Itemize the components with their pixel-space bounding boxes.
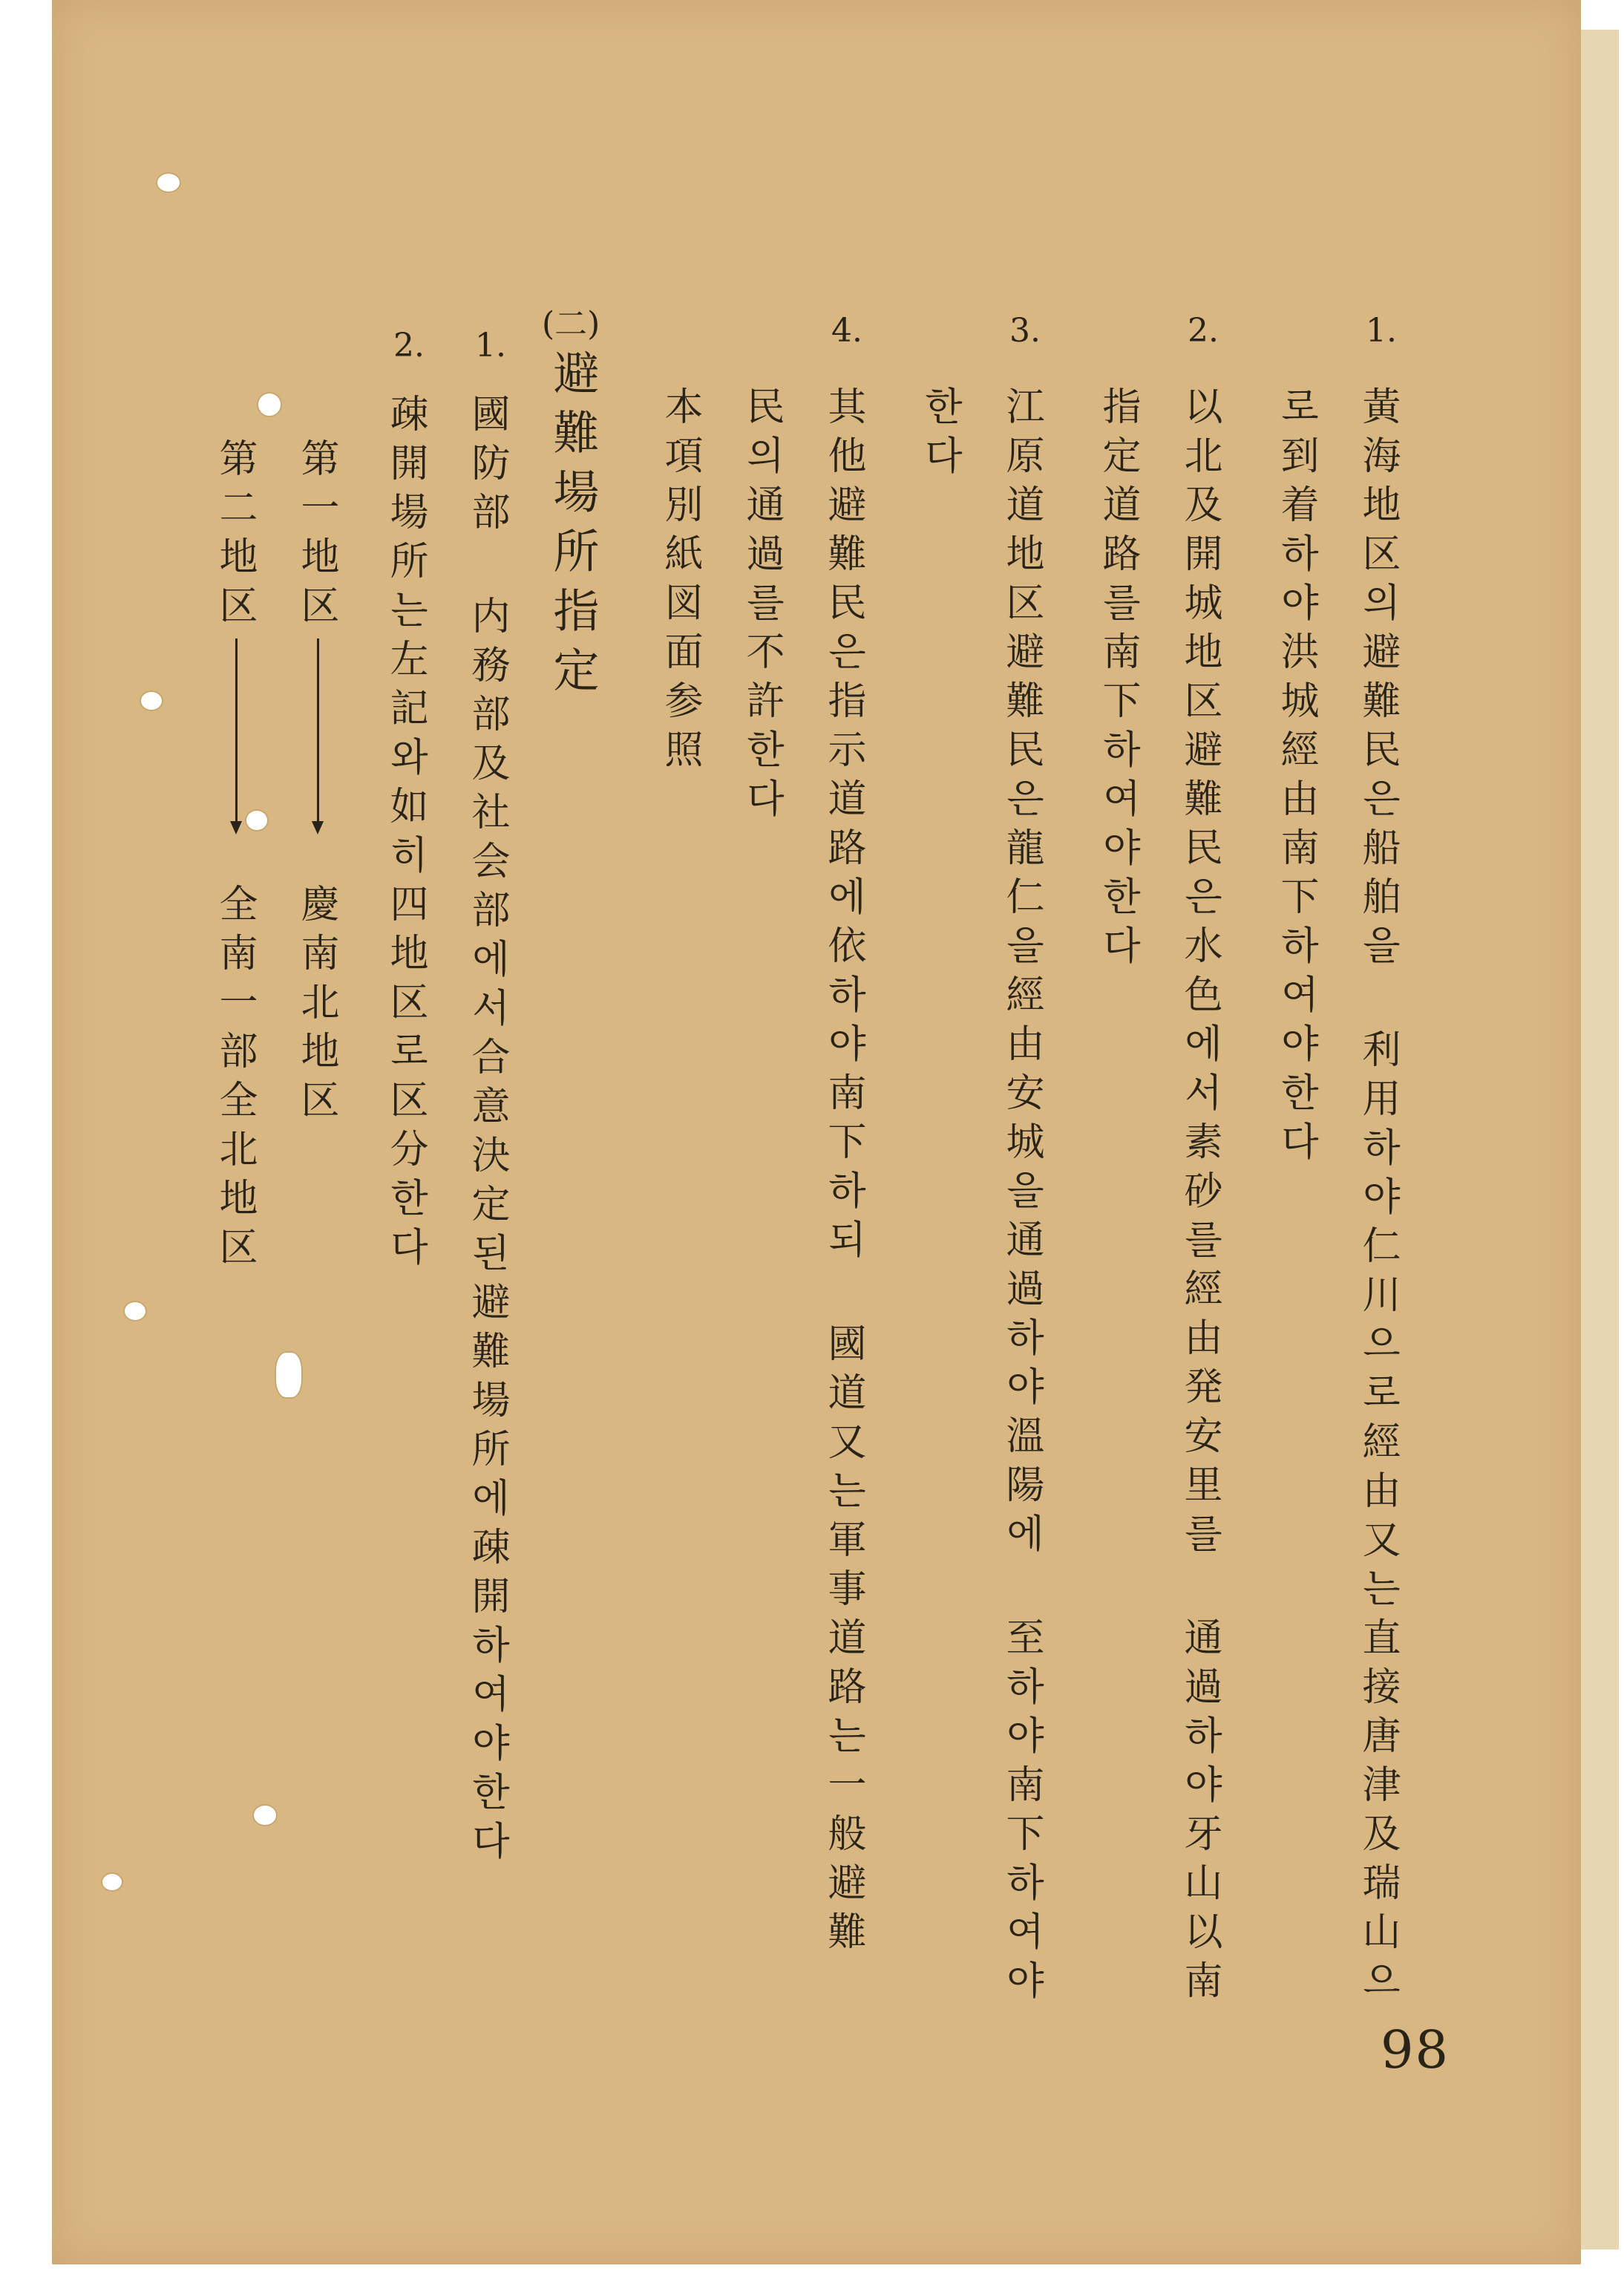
- punch-hole: [245, 809, 269, 832]
- punch-hole: [156, 172, 181, 193]
- item-line: 로到着하야洪城經由南下하여야한다: [1274, 386, 1318, 1170]
- sub-item-marker: 2.: [393, 327, 425, 365]
- section-title: 避難場所指定: [546, 349, 600, 705]
- item-line: 한다: [917, 386, 962, 484]
- item-line: 江原道地区避難民은龍仁을經由安城을通過하야溫陽에 至하야南下하여야: [999, 386, 1044, 2009]
- region-name: 第一地区: [294, 438, 338, 634]
- sub-item-line: 國防部 内務部及社会部에서合意決定된避難場所에疎開하여야한다: [465, 393, 509, 1869]
- item-line: 其他避難民은指示道路에依하야南下하되 國道又는軍事道路는一般避難: [821, 386, 865, 1960]
- region-name: 第二地区: [212, 438, 257, 634]
- item-marker: 4.: [831, 312, 862, 350]
- region-destination: 全南一部全北地区: [212, 883, 257, 1275]
- item-line: 黃海地区의避難民은船舶을 利用하야仁川으로經由又는直接唐津及瑞山으: [1355, 386, 1400, 2009]
- item-marker: 2.: [1188, 312, 1219, 350]
- sub-item-marker: 1.: [475, 327, 506, 365]
- section-marker: (二): [542, 305, 600, 343]
- punch-hole: [123, 1301, 147, 1322]
- page-number: 98: [1381, 2019, 1450, 2080]
- item-note: 本項別紙図面参照: [658, 386, 702, 778]
- punch-hole: [252, 1804, 278, 1826]
- punch-hole: [275, 1351, 303, 1399]
- item-marker: 3.: [1009, 312, 1041, 350]
- document-page: [52, 0, 1581, 2264]
- punch-hole: [140, 690, 163, 711]
- sub-item-line: 疎開場所는左記와如히四地区로区分한다: [383, 393, 428, 1275]
- punch-hole: [257, 392, 282, 417]
- item-line: 指定道路를南下하여야한다: [1096, 386, 1140, 974]
- region-arrow: [235, 638, 238, 832]
- region-arrow: [317, 638, 319, 832]
- item-marker: 1.: [1366, 312, 1397, 350]
- item-line: 民의通過를不許한다: [739, 386, 784, 827]
- item-line: 以北及開城地区避難民은水色에서素砂를經由発安里를 通過하야牙山以南: [1177, 386, 1222, 2009]
- region-destination: 慶南北地区: [294, 883, 338, 1128]
- punch-hole: [101, 1872, 123, 1892]
